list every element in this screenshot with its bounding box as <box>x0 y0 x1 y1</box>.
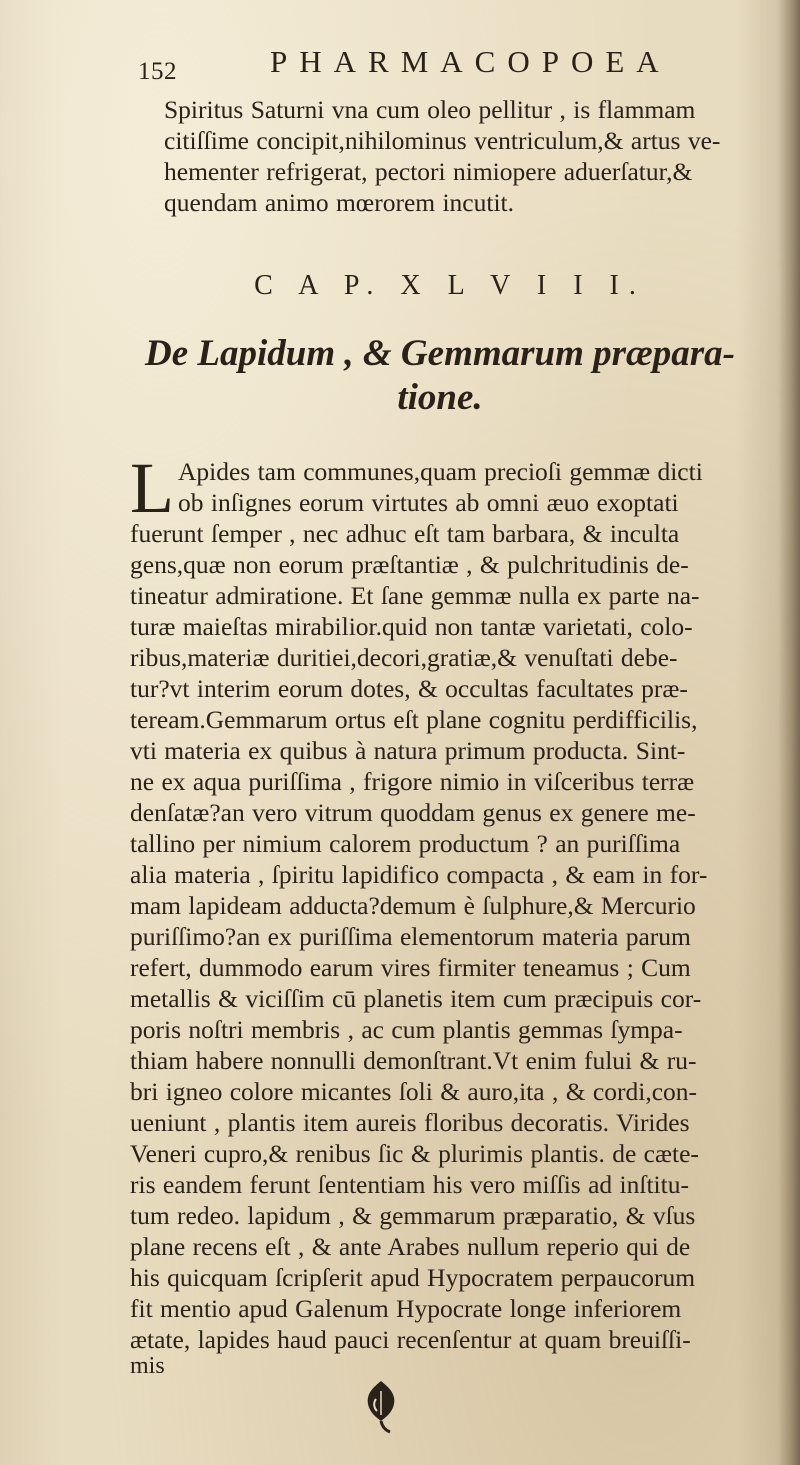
text-line: refert, dummodo earum vires firmiter teneamus ; Cum <box>130 953 691 982</box>
chapter-heading: C A P. X L V I I I. <box>254 270 646 301</box>
running-title: PHARMACOPOEA <box>270 44 671 79</box>
section-title-line: tione. <box>397 377 483 418</box>
text-line: ris eandem ferunt ſententiam his vero miſſis ad inſtitu- <box>130 1170 689 1199</box>
text-line: bri igneo colore micantes ſoli & auro,ita , & cordi,con- <box>130 1077 697 1106</box>
text-line: hementer refrigerat, pectori nimiopere aduerſatur,& <box>164 157 693 186</box>
text-line: Veneri cupro,& renibus ſic & plurimis plantis. de cæte- <box>130 1139 699 1168</box>
text-line: fit mentio apud Galenum Hypocrate longe inferiorem <box>130 1294 682 1323</box>
drop-cap: L <box>130 448 174 528</box>
text-line: tallino per nimium calorem productum ? an puriſſima <box>130 829 681 858</box>
text-line: turæ maieſtas mirabilior.quid non tantæ varietati, colo- <box>130 612 693 641</box>
intro-paragraph <box>164 94 790 218</box>
text-line: ætate, lapides haud pauci recenſentur at quam breuiſſi- <box>130 1325 691 1354</box>
page-number: 152 <box>138 58 177 85</box>
page-header <box>138 44 790 94</box>
text-line: tur?vt interim eorum dotes, & occultas facultates præ- <box>130 674 688 703</box>
text-line: tineatur admiratione. Et ſane gemmæ nulla ex parte na- <box>130 581 700 610</box>
printers-leaf-ornament-icon <box>352 1377 410 1435</box>
section-title-line: De Lapidum , & Gemmarum præpara- <box>145 333 735 374</box>
text-line: mam lapideam adducta?demum è ſulphure,& Mercurio <box>130 891 696 920</box>
text-line: alia materia , ſpiritu lapidifico compacta , & eam in for- <box>130 860 708 889</box>
catchword: mis <box>130 1353 165 1379</box>
text-line: ribus,materiæ duritiei,decori,gratiæ,& venuſtati debe- <box>130 643 678 672</box>
text-line: tum redeo. lapidum , & gemmarum præparatio, & vſus <box>130 1201 696 1230</box>
book-page <box>130 44 790 1382</box>
body-paragraph <box>130 448 790 1382</box>
text-line: thiam habere nonnulli demonſtrant.Vt enim fului & ru- <box>130 1046 697 1075</box>
text-line: denſatæ?an vero vitrum quoddam genus ex genere me- <box>130 798 696 827</box>
text-line: puriſſimo?an ex puriſſima elementorum materia parum <box>130 922 691 951</box>
text-line: teream.Gemmarum ortus eſt plane cognitu perdifficilis, <box>130 705 698 734</box>
text-line: ne ex aqua puriſſima , frigore nimio in viſceribus terræ <box>130 767 695 796</box>
text-line: metallis & viciſſim cū planetis item cum præcipuis cor- <box>130 984 702 1013</box>
text-line: Spiritus Saturni vna cum oleo pellitur , is flammam <box>164 95 696 124</box>
text-line: Apides tam communes,quam precioſi gemmæ dicti <box>177 457 703 486</box>
text-line: ueniunt , plantis item aureis floribus decoratis. Virides <box>130 1108 690 1137</box>
text-line: gens,quæ non eorum præſtantiæ , & pulchritudinis de- <box>130 550 689 579</box>
text-line: ob inſignes eorum virtutes ab omni æuo exoptati <box>177 488 679 517</box>
text-line: his quicquam ſcripſerit apud Hypocratem perpaucorum <box>130 1263 696 1292</box>
text-line: vti materia ex quibus à natura primum producta. Sint- <box>130 736 686 765</box>
text-line: plane recens eſt , & ante Arabes nullum reperio qui de <box>130 1232 691 1261</box>
text-line: poris noſtri membris , ac cum plantis gemmas ſympa- <box>130 1015 683 1044</box>
text-line: quendam animo mœrorem incutit. <box>164 188 515 217</box>
text-line: citiſſime concipit,nihilominus ventriculum,& artus ve- <box>164 126 721 155</box>
text-line: fuerunt ſemper , nec adhuc eſt tam barbara, & inculta <box>130 519 680 548</box>
section-title <box>90 332 790 420</box>
